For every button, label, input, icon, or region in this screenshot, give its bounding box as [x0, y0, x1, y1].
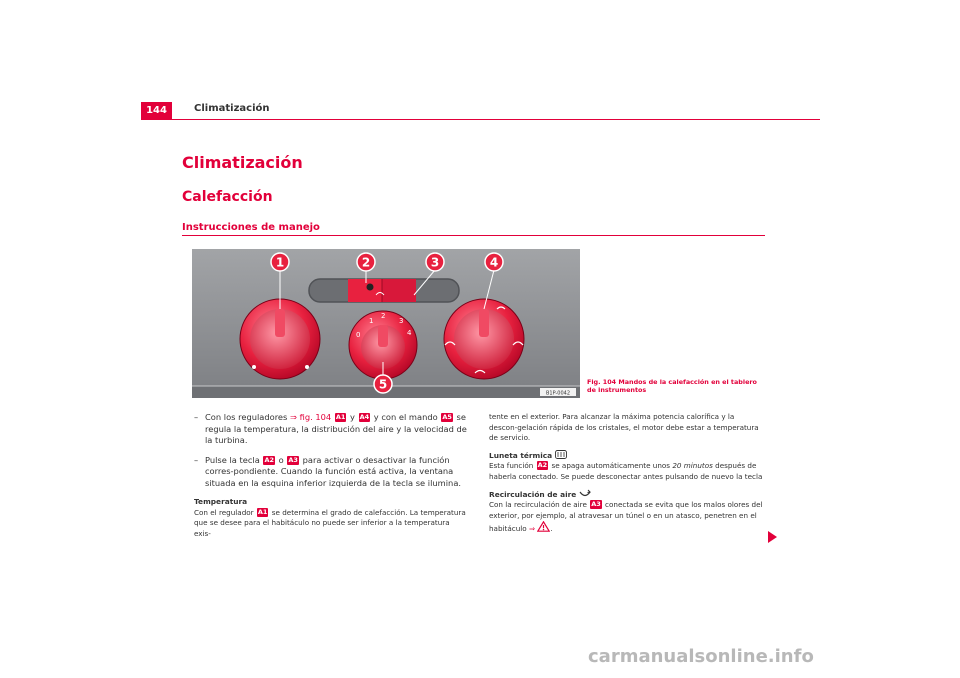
duration-text: 20 minutos [672, 461, 713, 471]
heating-controls-figure [192, 249, 580, 398]
text: Esta función [489, 461, 536, 471]
recirculation-subheading [489, 489, 764, 501]
control-tag-1: A1 [257, 507, 268, 516]
control-tag-1: A1 [335, 413, 346, 421]
callout-4 [485, 253, 503, 271]
text: Con los reguladores [205, 412, 290, 422]
instruction-item-2 [194, 455, 467, 490]
text: Pulse la tecla [205, 454, 263, 465]
instruction-item-1 [194, 412, 467, 447]
callout-3 [426, 253, 444, 271]
left-column [194, 412, 467, 544]
watermark: carmanualsonline.info [588, 646, 814, 667]
text: o [276, 454, 287, 465]
callout-1 [271, 253, 289, 271]
text: Recirculación de aire [489, 489, 577, 499]
fan-scale-0: 0 [356, 331, 361, 339]
rear-defrost-subheading [489, 450, 764, 462]
figure-reference-link[interactable]: ⇒ fig. 104 [290, 412, 332, 422]
recirculation-paragraph [489, 500, 764, 535]
control-tag-4: A4 [359, 413, 370, 421]
chapter-title: Climatización [182, 153, 303, 172]
air-recirculation-icon [579, 489, 591, 497]
fan-scale-4: 4 [407, 329, 412, 337]
svg-text:4: 4 [489, 255, 499, 270]
recirculation-switch [382, 279, 416, 302]
text: se apaga automáticamente unos [549, 461, 673, 471]
control-tag-3: A3 [288, 455, 298, 464]
text: y con el mando [371, 412, 441, 422]
warning-triangle-icon [537, 521, 553, 534]
right-column [489, 412, 764, 540]
temperature-paragraph [194, 508, 467, 540]
svg-text:5: 5 [378, 377, 388, 392]
svg-text:1: 1 [275, 255, 285, 270]
page-number: 144 [141, 102, 172, 119]
figure-code: B1P-0042 [545, 390, 571, 397]
rear-defrost-switch [348, 279, 382, 302]
text: Luneta térmica [489, 450, 553, 460]
warning-reference-link[interactable]: ⇒ [528, 524, 535, 534]
rear-defrost-paragraph [489, 461, 764, 482]
control-tag-3: A3 [591, 500, 601, 509]
control-tag-5: A5 [442, 413, 452, 421]
text: se determina el grado de calefacción. La temperatura que se desee para el habitáculo no puede ser inferior a la temperatura exis- [194, 507, 466, 538]
section-rule [182, 235, 765, 236]
temperature-subheading: Temperatura [194, 497, 248, 506]
svg-text:3: 3 [430, 255, 440, 270]
next-page-arrow-icon[interactable] [768, 531, 777, 543]
text: se regula la temperatura, la distribución del aire y la velocidad de la turbina. [205, 412, 467, 445]
fan-scale-2: 2 [381, 312, 386, 320]
continued-paragraph: tente en el exterior. Para alcanzar la máxima potencia calorífica y la descon-gelación rápida de los cristales, el motor debe estar a temperatura de servicio. [489, 412, 759, 443]
control-tag-2: A2 [264, 455, 275, 464]
text: Con el regulador [194, 507, 256, 517]
fan-scale-3: 3 [399, 317, 404, 325]
section-title: Calefacción [182, 189, 273, 205]
text: Con la recirculación de aire [489, 500, 590, 510]
running-title: Climatización [194, 103, 270, 114]
text: para activar o desactivar la función corres-pondiente. Cuando la función está activa, la ventana situada en la esquina inferior izquierda de la tecla se ilumina. [205, 454, 462, 488]
subsection-title: Instrucciones de manejo [182, 222, 320, 233]
text: . [550, 524, 553, 534]
text: después de haberla conectado. Se puede desconectar antes pulsando de nuevo la tecla [489, 461, 763, 481]
list-dash: – [194, 454, 199, 465]
callout-5 [374, 375, 392, 393]
figure-caption: Fig. 104 Mandos de la calefacción en el tablero de instrumentos [587, 378, 757, 394]
svg-text:2: 2 [361, 255, 371, 270]
text: y [347, 412, 358, 422]
list-dash: – [194, 412, 199, 422]
header-rule [141, 119, 820, 120]
rear-window-heater-icon [555, 450, 567, 459]
callout-2 [357, 253, 375, 271]
text: conectada se evita que los malos olores del exterior, por ejemplo, al atravesar un túnel o en un atasco, penetren en el habitáculo [489, 500, 763, 534]
fan-scale-1: 1 [369, 317, 374, 325]
control-tag-2: A2 [537, 461, 548, 470]
